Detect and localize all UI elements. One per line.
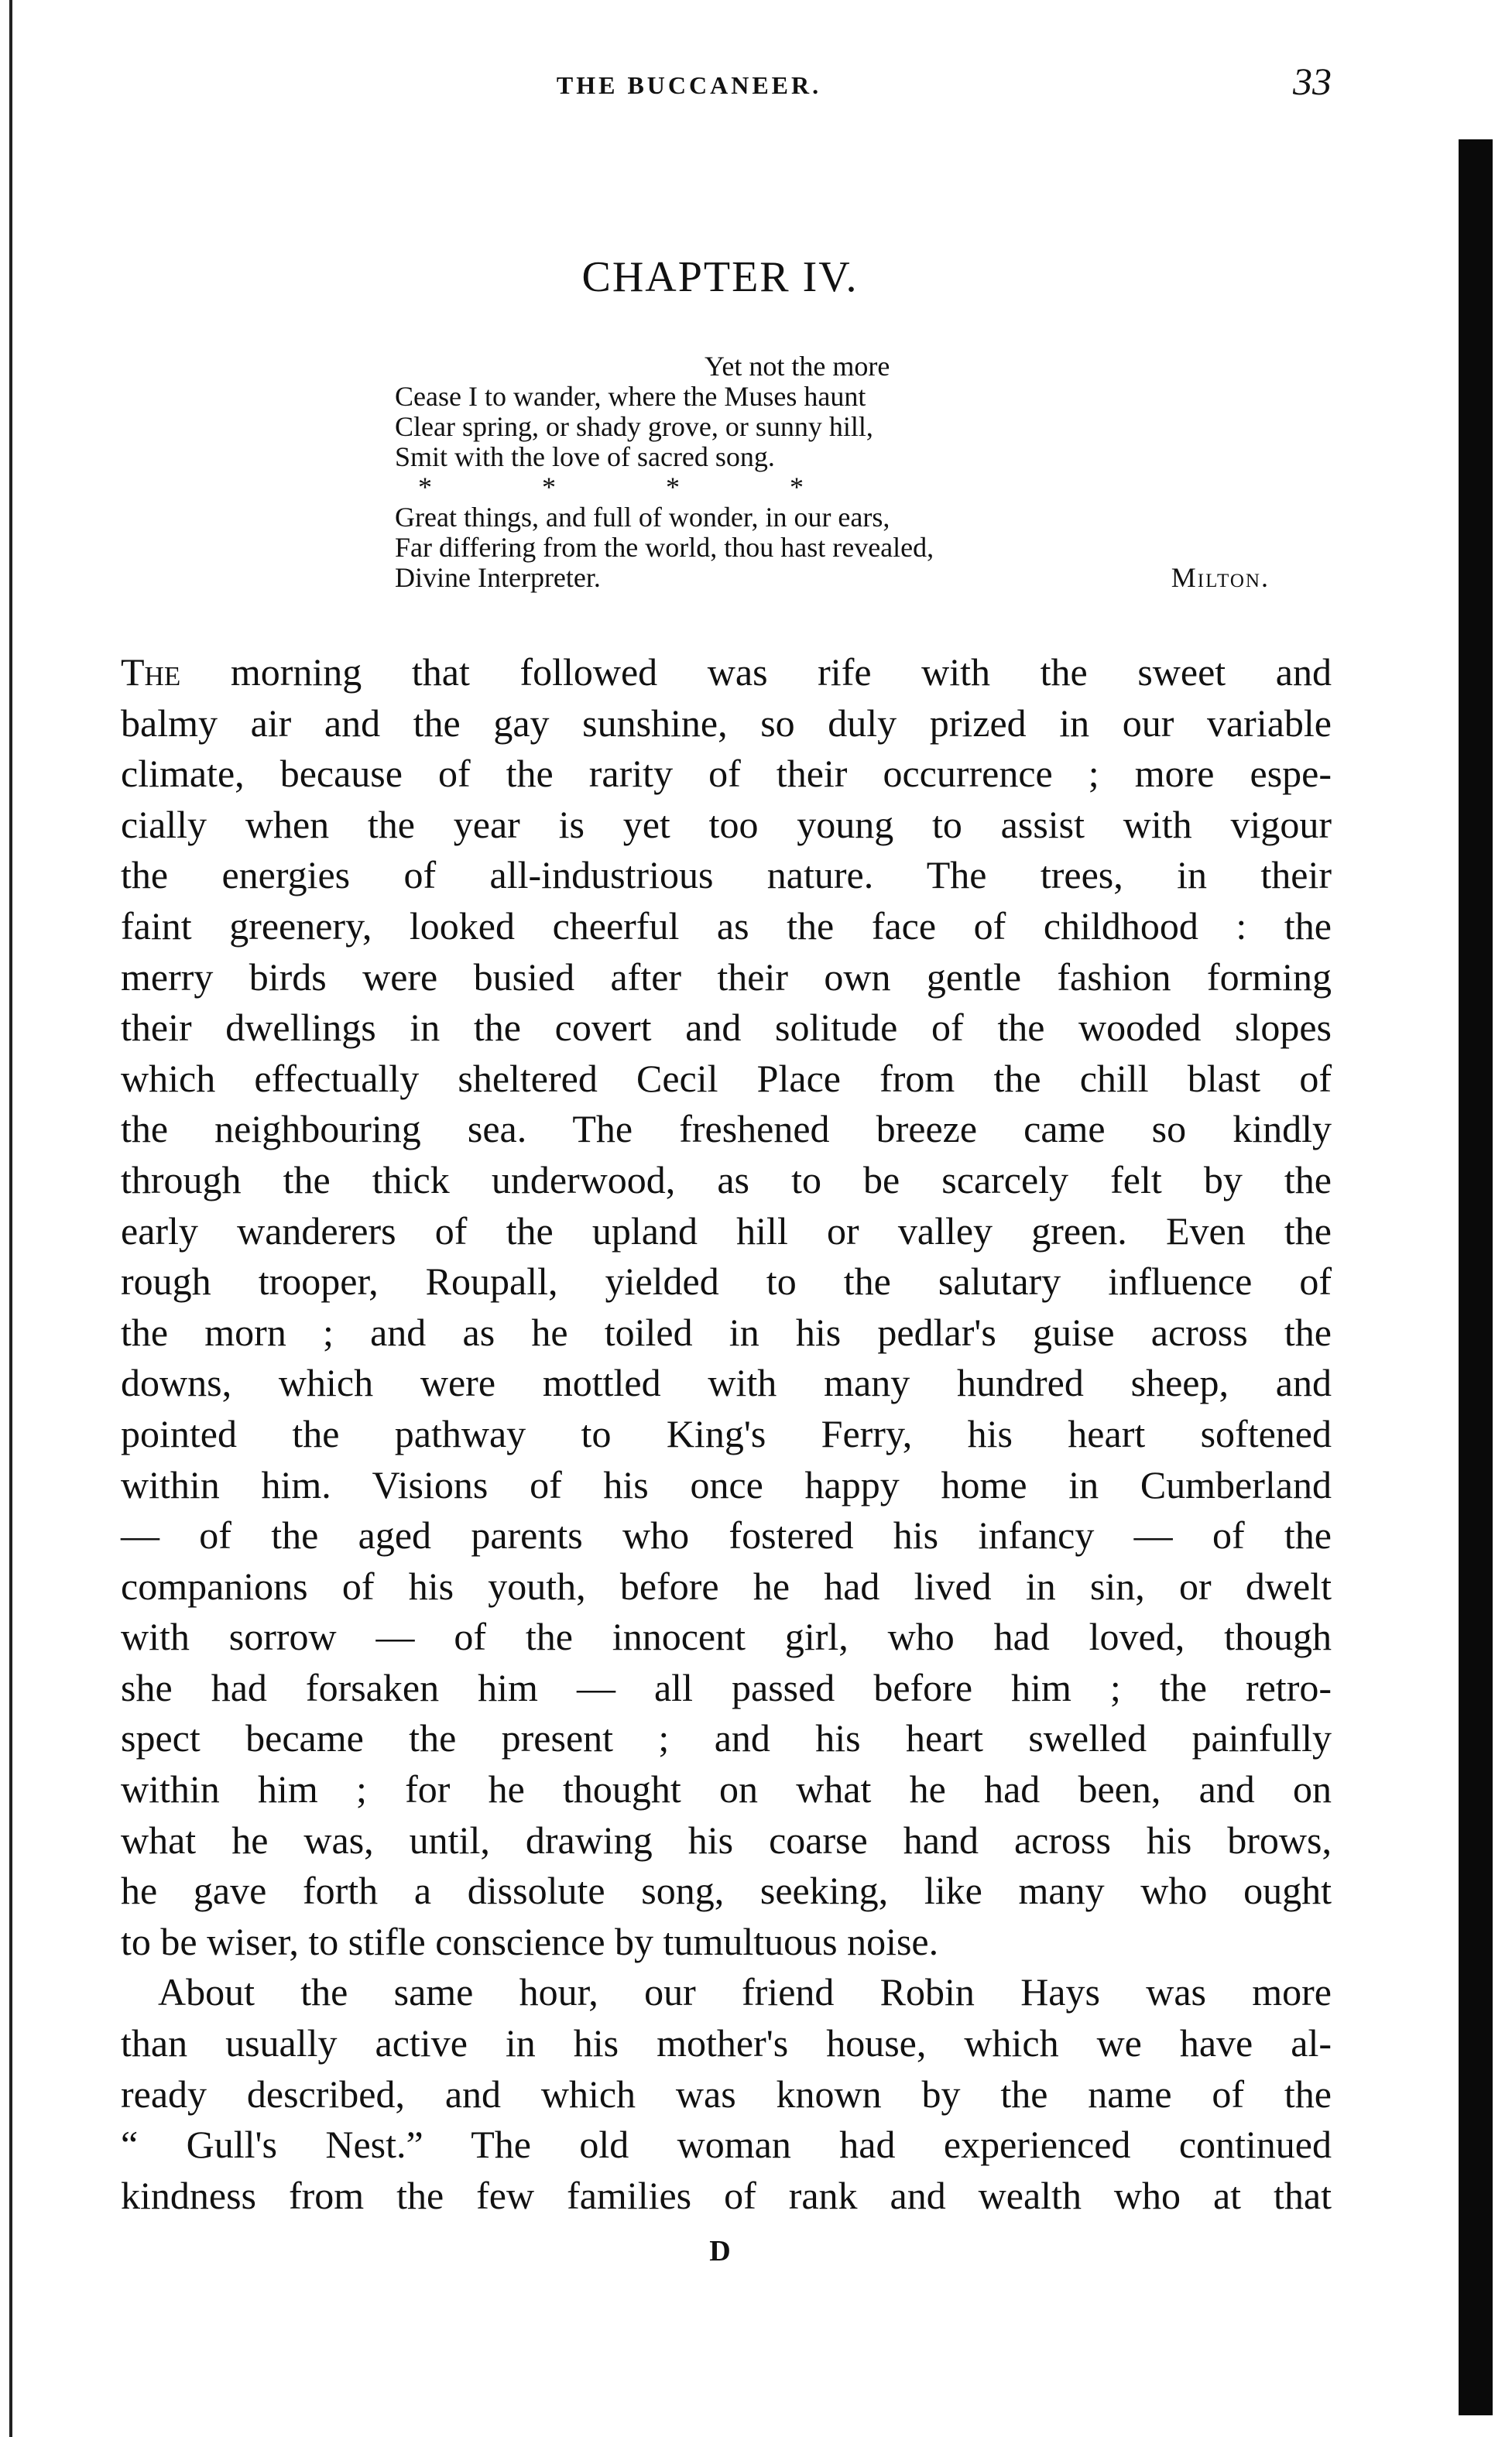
text-line: what he was, until, drawing his coarse hand across his brows, [121,1818,1332,1862]
star: * [666,471,680,502]
text-line: spect became the present ; and his heart swelled painfully [121,1716,1332,1760]
text-line: climate, because of the rarity of their occurrence ; more espe- [121,752,1332,796]
star: * [542,471,556,502]
verse-line: Clear spring, or shady grove, or sunny hill, [395,411,873,442]
text-line: downs, which were mottled with many hundred sheep, and [121,1361,1332,1405]
text-line: he gave forth a dissolute song, seeking, like many who ought [121,1869,1332,1913]
star: * [790,471,804,502]
verse-line: Far differing from the world, thou hast revealed, [395,532,934,563]
text-line: she had forsaken him — all passed before him ; the retro- [121,1665,1332,1709]
text-line: the energies of all-industrious nature. The trees, in their [121,853,1332,897]
text-line: within him ; for he thought on what he had been, and on [121,1767,1332,1811]
text-line: kindness from the few families of rank and wealth who at that [121,2173,1332,2217]
text-line: ready described, and which was known by the name of the [121,2072,1332,2116]
text-line-rest: morning that followed was rife with the sweet and [180,650,1332,694]
page-number: 33 [1293,60,1332,103]
signature-mark: D [709,2235,731,2267]
text-line: with sorrow — of the innocent girl, who had loved, though [121,1615,1332,1659]
star: * [418,471,432,502]
page-edge-rule [9,0,12,2437]
text-line: their dwellings in the covert and solitude of the wooded slopes [121,1006,1332,1050]
text-line: “ Gull's Nest.” The old woman had experienced continued [121,2123,1332,2167]
epigraph [395,351,1270,593]
text-line: About the same hour, our friend Robin Hays was more [158,1970,1332,2014]
text-line: rough trooper, Roupall, yielded to the salutary influence of [121,1260,1332,1304]
text-line: cially when the year is yet too young to assist with vigour [121,802,1332,846]
text-line: early wanderers of the upland hill or valley green. Even the [121,1208,1332,1253]
drop-word: The [121,650,181,694]
running-title: THE BUCCANEER. [556,71,822,99]
epigraph-attribution: Milton. [1171,562,1270,593]
text-line: companions of his youth, before he had lived in sin, or dwelt [121,1564,1332,1608]
chapter-title: CHAPTER IV. [581,253,859,301]
text-line: which effectually sheltered Cecil Place from the chill blast of [121,1056,1332,1100]
text-line: to be wiser, to stifle conscience by tumultuous noise. [121,1919,939,1963]
text-line [121,647,1332,698]
verse-line: Great things, and full of wonder, in our ears, [395,502,890,533]
text-line: the morn ; and as he toiled in his pedlar's guise across the [121,1310,1332,1354]
verse-line: Cease I to wander, where the Muses haunt [395,381,866,412]
text-line: — of the aged parents who fostered his infancy — of the [121,1513,1332,1558]
verse-line-last [395,563,1270,593]
text-line: than usually active in his mother's house, which we have al- [121,2021,1332,2065]
text-line: balmy air and the gay sunshine, so duly prized in our variable [121,701,1332,745]
verse-line: Smit with the love of sacred song. [395,441,775,472]
text-line: through the thick underwood, as to be scarcely felt by the [121,1157,1332,1201]
text-line: faint greenery, looked cheerful as the face of childhood : the [121,903,1332,948]
text-line: pointed the pathway to King's Ferry, his heart softened [121,1411,1332,1455]
verse-line: Yet not the more [705,351,890,382]
binding-edge [1459,139,1493,2415]
verse-ellipsis-stars [395,472,1270,502]
verse-line: Divine Interpreter. [395,562,601,593]
text-line: merry birds were busied after their own gentle fashion forming [121,955,1332,999]
text-line: the neighbouring sea. The freshened breeze came so kindly [121,1107,1332,1151]
text-line: within him. Visions of his once happy home in Cumberland [121,1462,1332,1506]
body-text [121,647,1332,2221]
